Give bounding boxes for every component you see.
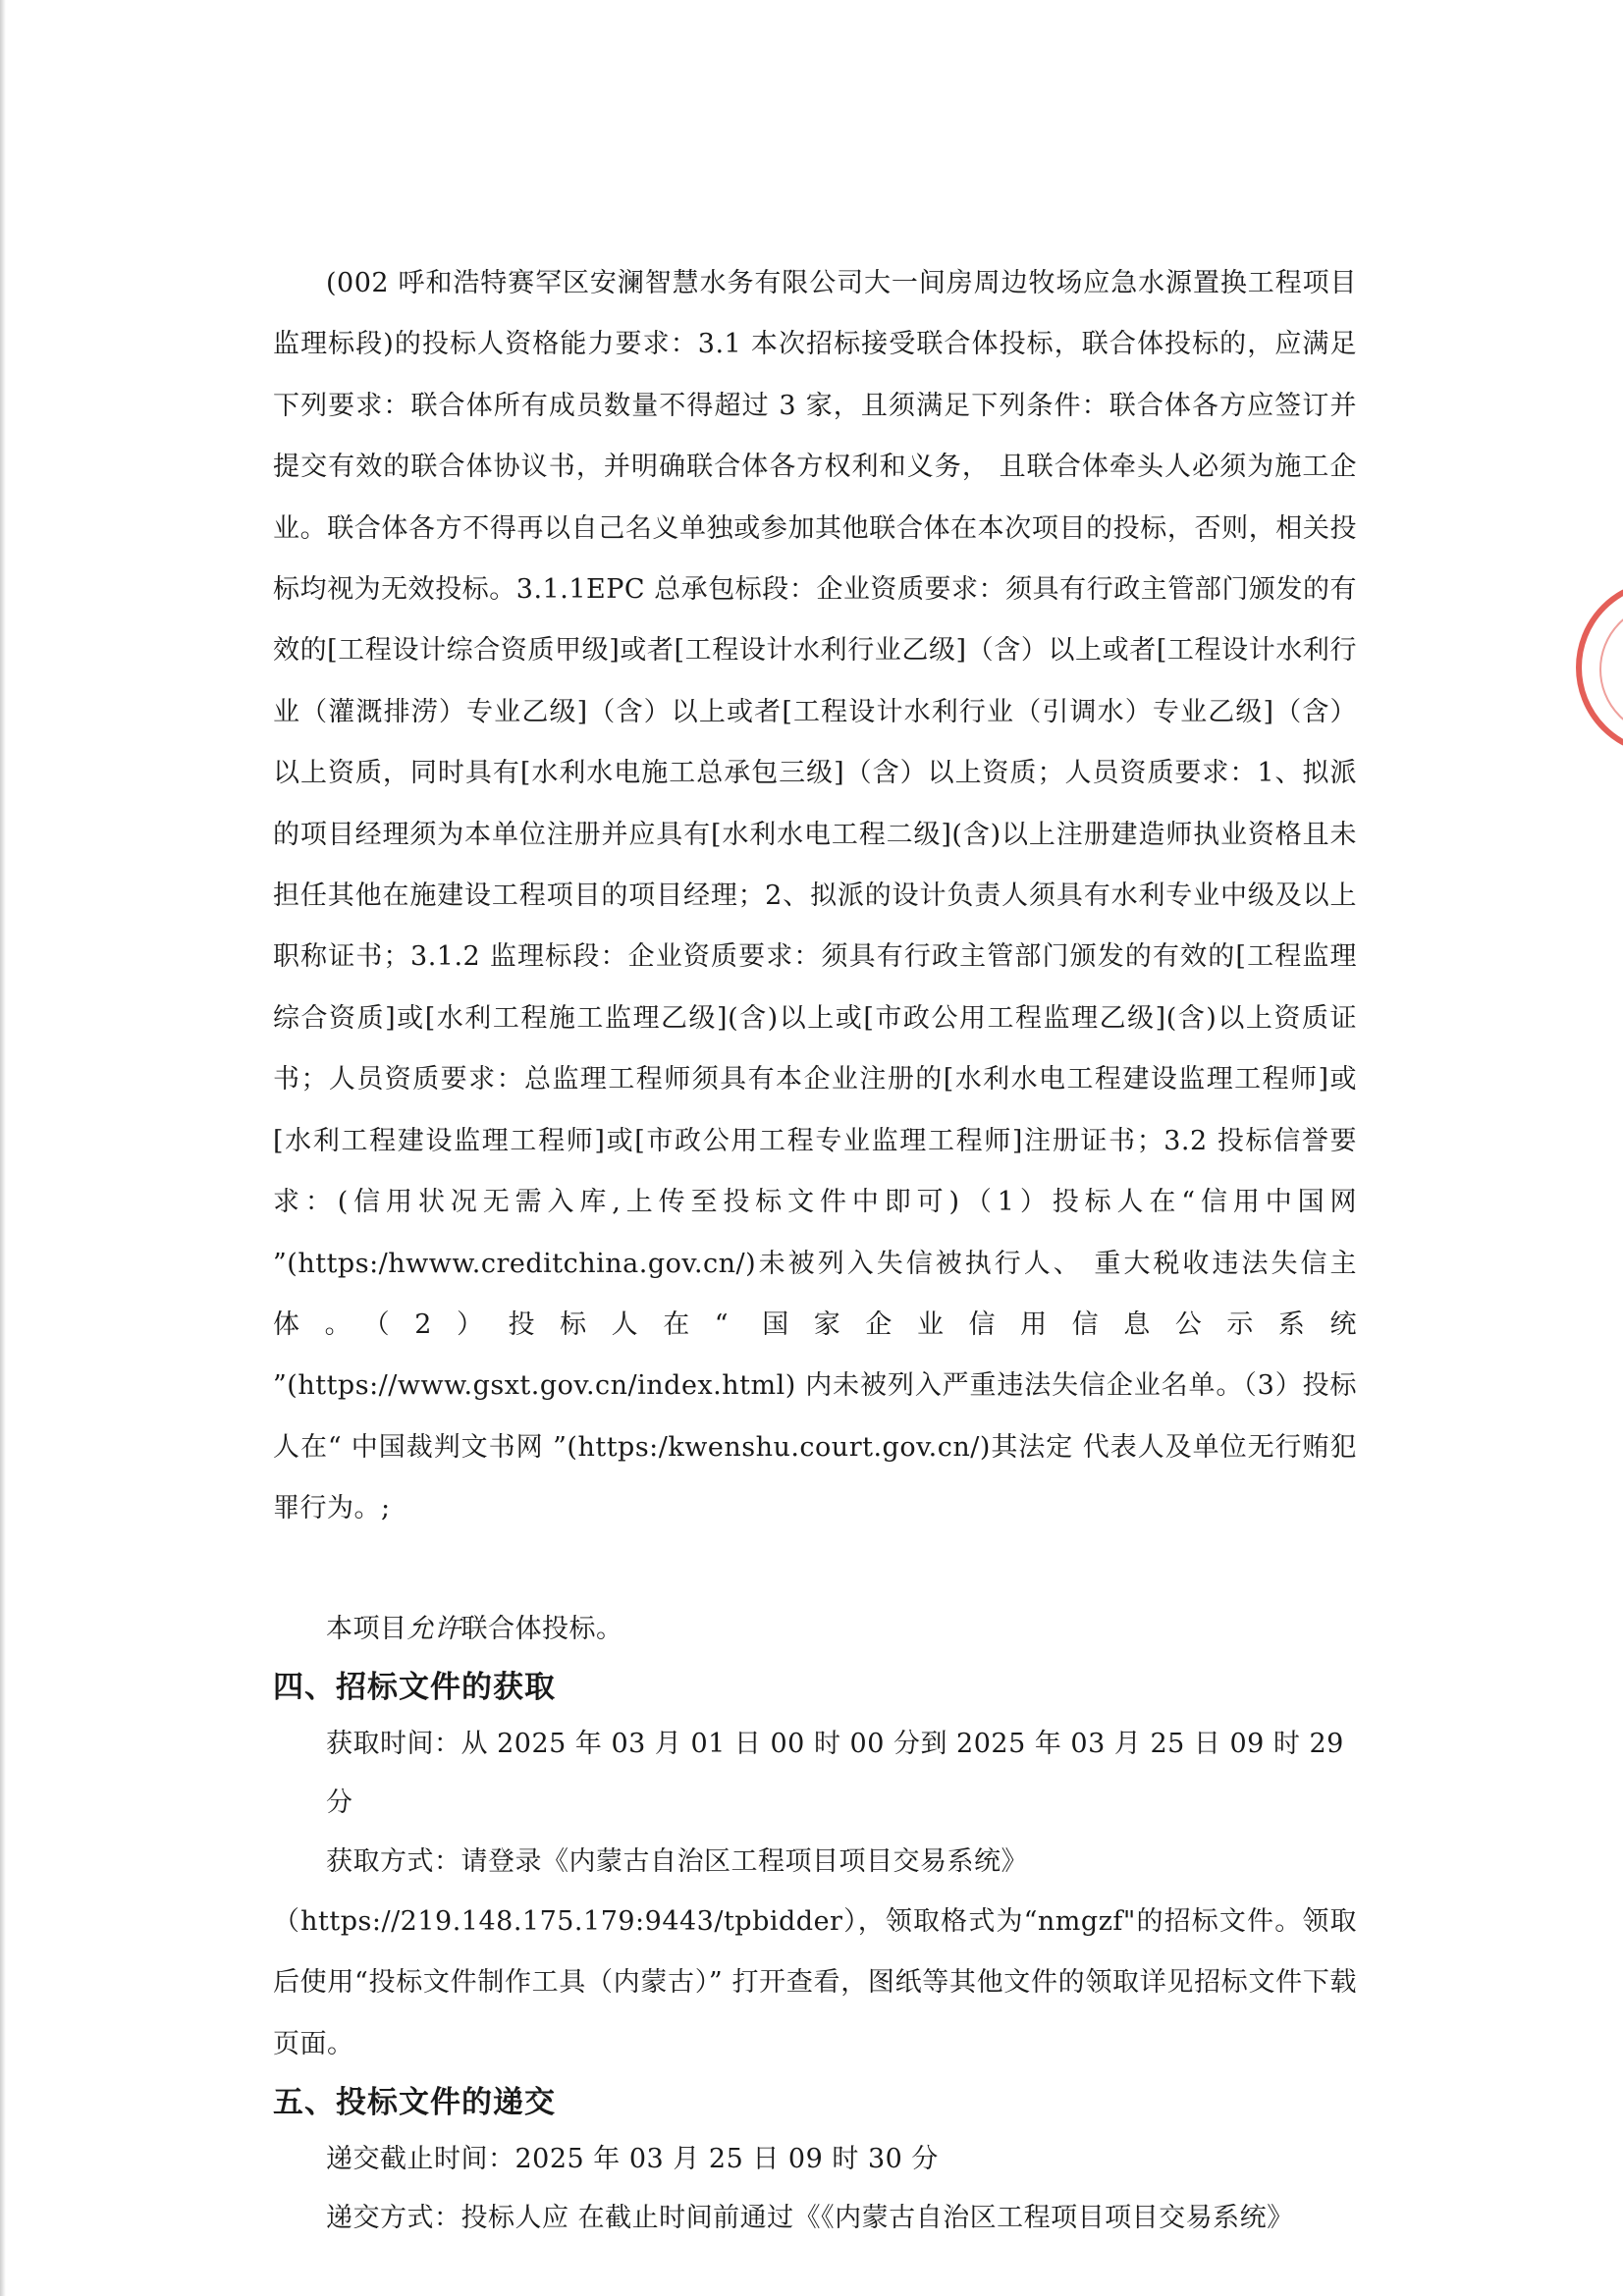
acquisition-time: 获取时间：从 2025 年 03 月 01 日 00 时 00 分到 2025 年 03 月 25 日 09 时 29 分 xyxy=(326,1728,1344,1818)
section-5-heading: 五、投标文件的递交 xyxy=(273,2085,556,2121)
acquisition-method: 获取方式：请登录《内蒙古自治区工程项目项目交易系统》 xyxy=(326,1845,1028,1877)
consortium-statement xyxy=(273,1599,1357,1660)
submission-method: 递交方式：投标人应 在截止时间前通过《《内蒙古自治区工程项目项目交易系统》 xyxy=(326,2203,1294,2234)
consortium-allowed: 允许 xyxy=(406,1613,461,1644)
page-edge-shadow xyxy=(0,0,6,2296)
acquisition-method-detail: （https://219.148.175.179:9443/tpbidder），领取格式为“nmgzf"的招标文件。领取后使用“投标文件制作工具（内蒙古）” 打开查看，图纸等其他文件的领取详见招标文件下载页面。 xyxy=(273,1905,1357,2059)
seal-inner-ring xyxy=(1599,603,1623,736)
qualification-requirements-paragraph: (002 呼和浩特赛罕区安澜智慧水务有限公司大一间房周边牧场应急水源置换工程项目监理标段)的投标人资格能力要求：3.1 本次招标接受联合体投标，联合体投标的，应满足下列要求：联合体所有成员数量不得超过 3 家，且须满足下列条件：联合体各方应签订并提交有效的联合体协议书，并明确联合体各方权利和义务， 且联合体牵头人必须为施工企业。联合体各方不得再以自己名义单独或参加其他联合体在本次项目的投标，否则，相关投标均视为无效投标。3.1.1EPC 总承包标段：企业资质要求：须具有行政主管部门颁发的有效的[工程设计综合资质甲级]或者[工程设计水利行业乙级]（含）以上或者[工程设计水利行业（灌溉排涝）专业乙级]（含）以上或者[工程设计水利行业（引调水）专业乙级]（含）以上资质，同时具有[水利水电施工总承包三级]（含）以上资质；人员资质要求：1、拟派的项目经理须为本单位注册并应具有[水利水电工程二级](含)以上注册建造师执业资格且未担任其他在施建设工程项目的项目经理；2、拟派的设计负责人须具有水利专业中级及以上职称证书；3.1.2 监理标段：企业资质要求：须具有行政主管部门颁发的有效的[工程监理综合资质]或[水利工程施工监理乙级](含)以上或[市政公用工程监理乙级](含)以上资质证书；人员资质要求：总监理工程师须具有本企业注册的[水利水电工程建设监理工程师]或[水利工程建设监理工程师]或[市政公用工程专业监理工程师]注册证书；3.2 投标信誉要求：(信用状况无需入库,上传至投标文件中即可)（1）投标人在“信用中国网 ”(https:/hwww.creditchina.gov.cn/)未被列入失信被执行人、 重大税收违法失信主体。（2）投标人在“ 国家企业信用信息公示系统 ”(https://www.gsxt.gov.cn/index.html) 内未被列入严重违法失信企业名单。（3）投标人在“ 中国裁判文书网 ”(https:/kwenshu.court.gov.cn/)其法定 代表人及单位无行贿犯罪行为。; xyxy=(273,268,1357,1524)
red-seal-stamp xyxy=(1576,579,1623,756)
submission-deadline: 递交截止时间：2025 年 03 月 25 日 09 时 30 分 xyxy=(326,2144,939,2175)
consortium-prefix: 本项目 xyxy=(326,1613,407,1644)
section-4-heading: 四、招标文件的获取 xyxy=(273,1669,556,1705)
consortium-suffix: 联合体投标。 xyxy=(460,1613,623,1644)
document-body xyxy=(273,253,1357,2248)
